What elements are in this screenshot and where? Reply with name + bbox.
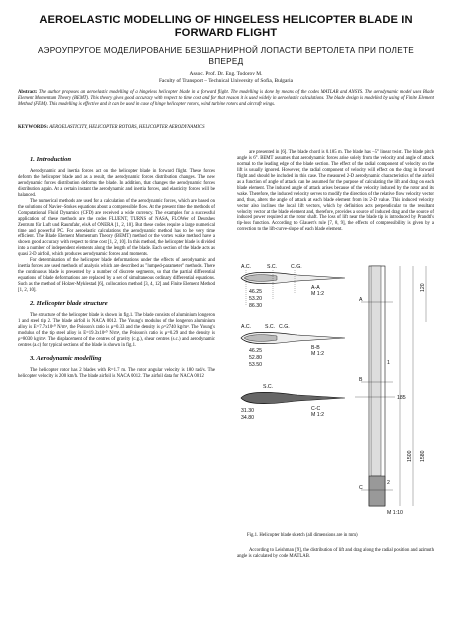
paragraph: The structure of the helicopter blade is shown in fig.1. The blade consists of aluminium longeron 1 and steel tip 2. The blade airfoil is NACA 0012. The Young's modulus of the longeron aluminium alloy is E=7.7x10¹⁰ N/m², the Poisson's ratio is μ=0.33 and the density is ρ=2740 kg/m³. The Young's modulus of the tip steel alloy is E=19.3x10¹⁰ N/m², the Poisson's ratio is μ=0.29 and the density is ρ=8030 kg/m³. The displacement of the centres of gravity (c.g.), shear centres (s.c.) and aerodynamic centres (a.c) for typical sections of the blade is shown in fig.1. — [18, 313, 215, 348]
airfoil-inner-b — [244, 335, 277, 342]
author-block — [20, 71, 432, 85]
dim-3480: 34.80 — [241, 415, 254, 421]
paragraph: The numerical methods are used for a calculation of the aerodynamic forces, which are based on the solutions of Navier–Stokes equations about a compressible flow. At the present time the methods of Computational Fluid Dynamics (CFD) are received a wide currency. The examples for a successful application of these methods are the codes FLUENT, TURNS of NASA, FLOWer of Deutshes Zentrum für Luft und Raumfahr, elsA of ONERA [1, 2, 10]. But these codes require a large numerical time and powerful PC. For aeroelastic calculations the aerodynamic method has to be very time efficient. The Blade Element Momentum Theory (BEMT) method or the vortex wake method have a shown good accuracy with respect to time cost [1, 2, 10]. In this method, the helicopter blade is divided into a number of independent elements along the length of the blade. Each section of the blade acts as quasi 2-D airfoil, which produces aerodynamic forces and moments. — [18, 198, 215, 258]
right-column-top — [237, 150, 434, 233]
ac-label: A.C. — [241, 324, 252, 330]
blade-sketch-figure — [237, 262, 434, 520]
cg-label: C.G. — [291, 264, 302, 270]
abstract-label: Abstract: — [18, 90, 38, 95]
cg-label: C.G. — [279, 324, 290, 330]
steel-tip — [369, 476, 385, 506]
ac-label: A.C. — [241, 264, 252, 270]
author-name: Assoc. Prof. Dr. Eng. Todorov M. — [189, 71, 263, 77]
paragraph: According to Leishman [9], the distribution of lift and drag along the radial position and azimuth angle is calculated by code MATLAB. — [237, 548, 434, 559]
keywords — [18, 125, 434, 131]
figure-caption: Fig.1. Helicopter blade sketch (all dimensions are in mm) — [247, 533, 358, 538]
paragraph: Aerodynamic and inertia forces act on the helicopter blade in forward flight. These forces deform the helicopter blade and as a result, the aerodynamic forces distribution changes. The new aerodynamic forces distribution deforms the blade. In addition, that changes the aerodynamic forces distribution again. At a certain instant the aerodynamic and inertia forces, and elasticity forces will be balanced. — [18, 169, 215, 198]
section-heading-blade-structure: 2. Helicopter blade structure — [30, 300, 108, 308]
section-bb-label: B-B — [311, 345, 320, 351]
dim-5320: 53.20 — [249, 296, 262, 302]
scale-label: M 1:2 — [311, 351, 324, 357]
dim-5280: 52.80 — [249, 355, 262, 361]
airfoil-section-c — [241, 392, 345, 403]
right-column-bottom — [237, 548, 434, 560]
dim-5350: 53.50 — [249, 362, 262, 368]
scale-label: M 1:2 — [311, 412, 324, 418]
dim-4625: 46.25 — [249, 289, 262, 295]
scale-label-10: M 1:10 — [387, 510, 403, 516]
section-cc-label: C-C — [311, 406, 321, 412]
section-heading-aerodynamic-modelling: 3. Aerodynamic modelling — [30, 354, 102, 362]
part-number-1: 1 — [387, 360, 390, 366]
section-aa-label: A-A — [311, 285, 320, 291]
paper-title: AEROELASTIC MODELLING OF HINGELESS HELICOPTER BLADE IN FORWARD FLIGHT — [39, 14, 413, 39]
paragraph: are presented in [6]. The blade chord is 0.185 m. The blade has –5° linear twist. The blade pitch angle is 6°. BEMT assumes that aerodynamic forces arise solely from the velocity and angle of attack normal to the leading edge of the blade section. The effect of the radial component of velocity on the lift is usually ignored. However, the radial component of velocity will effect on the drag in forward flight and should be included in this case. The measured 2-D aerodynamic characteristics of the airfoil as a function of angle of attack can be assumed for the purpose of calculating the lift and drag on each blade element. The induced angle of attack arises because of the velocity induced by the rotor and its wake. Therefore, the induced velocity serves to modify the direction of the relative flow velocity vector and, thus, alters the angle of attack at each blade element from its 2-D value. This induced velocity vector also inclines the local lift vectors, which by definition acts perpendicular to the resultant velocity vector at the blade element and, therefore, provides a source of induced drag and the source of induced power required at the rotor shaft. The loss of lift near the blade tip is introduced by Prandtl's tip-loss function. According to Glauert's rule [7, 8, 9], the effects of compressibility is given by a correction to the lift-curve-slope of each blade element. — [237, 150, 434, 233]
sc-label: S.C. — [263, 384, 274, 390]
dim-1500: 1500 — [407, 450, 413, 462]
section-mark-b: B — [359, 377, 363, 383]
dim-8630: 86.30 — [249, 303, 262, 309]
paper-subtitle-russian: АЭРОУПРУГОЕ МОДЕЛИРОВАНИЕ БЕЗШАРНИРНОЙ ЛОПАСТИ ВЕРТОЛЕТА ПРИ ПОЛЕТЕ ВПЕРЕД — [37, 46, 415, 66]
section-heading-introduction: 1. Introduction — [30, 156, 72, 163]
keywords-text: AEROELASTICITY, HELICOPTER ROTORS, HELICOPTER AERODYNAMICS — [48, 125, 205, 130]
paragraph: The helicopter rotor has 2 blades with R=1.7 m. The rotor angular velocity is 180 rad/s. The helicopter velocity is 200 km/h. The blade airfoil is NACA 0012. The airfoil data for NACA 0012 — [18, 367, 215, 379]
sc-label: S.C. — [265, 324, 276, 330]
keywords-label: KEYWORDS: — [18, 125, 49, 130]
section-mark-c: C — [359, 485, 363, 491]
section-mark-a: A — [359, 297, 363, 303]
abstract — [18, 90, 434, 108]
scale-label: M 1:2 — [311, 291, 324, 297]
dim-185: 185 — [397, 395, 406, 401]
airfoil-inner-a — [244, 275, 277, 282]
sc-label: S.C. — [267, 264, 278, 270]
abstract-text: The author proposes an aeroelastic modelling of a hingeless helicopter blade in a forward flight. The modelling is done by means of the codes MATLAB and ANSYS. The aerodynamic model uses Blade Element Momentum Theory (BEMT). This theory gives good accuracy with respect to time cost and for that reason it is used widely in aeroelastic calculations. The blade design is modelled by using of Finite Element Method (FEM). This modelling is effective and it can be used in case of hinge helicopter rotors, wind turbine rotors and aircraft wings. — [18, 90, 434, 108]
dim-3130: 31.30 — [241, 408, 254, 414]
dim-4625b: 46.25 — [249, 348, 262, 354]
dim-120: 120 — [420, 283, 426, 292]
left-column — [18, 150, 215, 380]
dim-1580: 1580 — [420, 450, 426, 462]
paragraph: For determination of the helicopter blade deformations under the effects of aerodynamic and inertia forces are used methods of analysis which are described as "lumped-parameter" methods. There the continuous blade is presented by a number of discrete segments, so that the partial differential equations of blade deformations are replaced by a set of simultaneous ordinary differential equations. Such as the method of Holzer-Myklestad [6], collocation method [3, 4, 12] and Finite Element Method [1, 2, 10]. — [18, 258, 215, 294]
part-number-2: 2 — [387, 480, 390, 486]
author-affiliation: Faculty of Transport – Technical University of Sofia, Bulgaria — [158, 78, 294, 84]
longeron — [371, 266, 381, 476]
